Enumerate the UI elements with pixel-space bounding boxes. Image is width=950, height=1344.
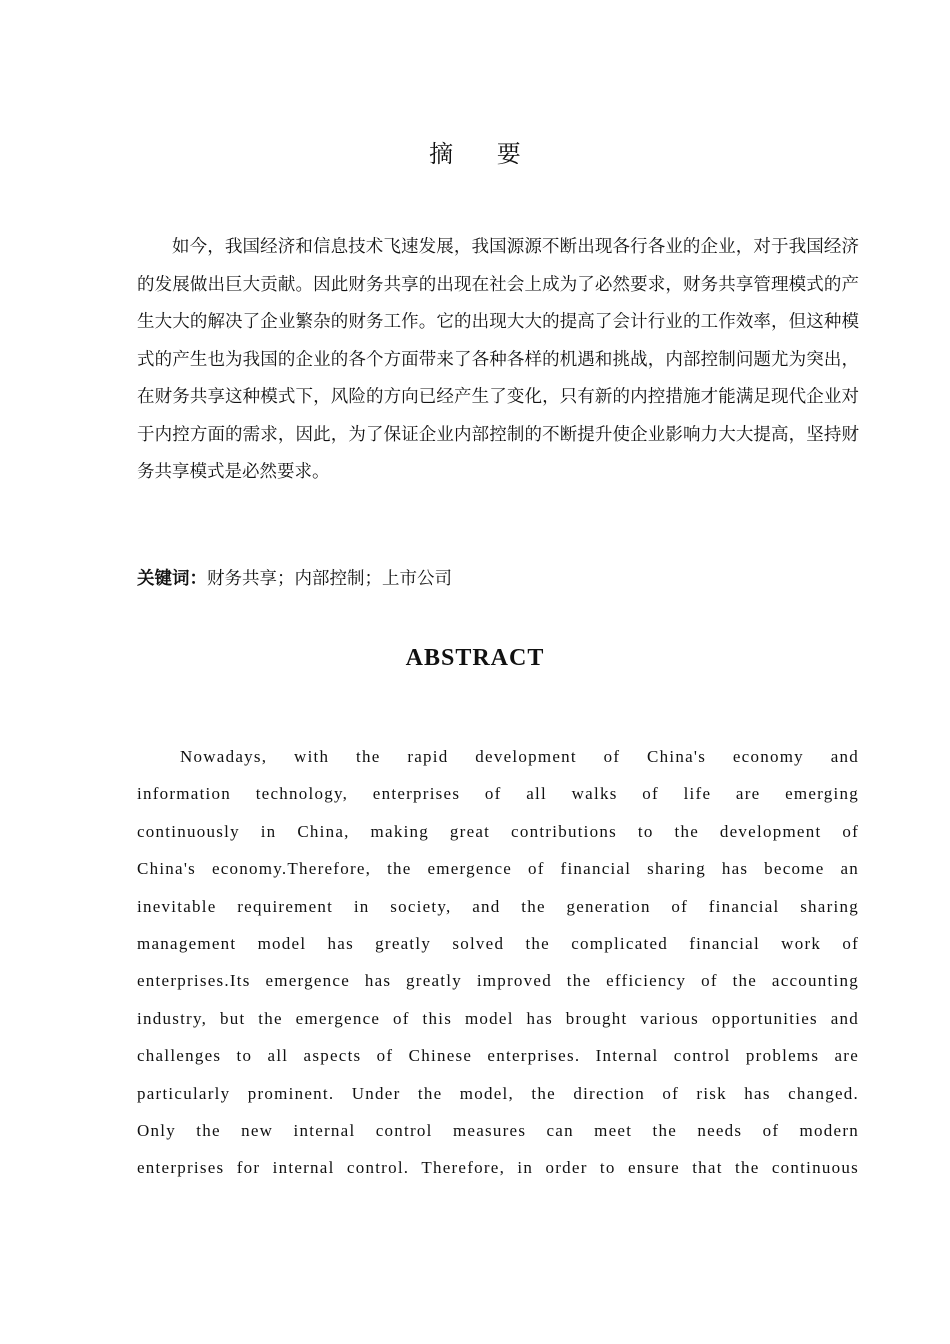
english-abstract-line: information technology, enterprises of all walks of life are emerging — [137, 784, 859, 804]
english-abstract-line: enterprises for internal control. Therefore, in order to ensure that the continuous — [137, 1158, 859, 1178]
english-abstract-line: inevitable requirement in society, and the generation of financial sharing — [137, 896, 859, 916]
keywords-label: 关键词： — [137, 569, 207, 589]
keywords-line — [137, 563, 452, 595]
keywords-value: 财务共享；内部控制；上市公司 — [207, 569, 452, 589]
english-abstract-line: continuously in China, making great contributions to the development of — [137, 821, 859, 841]
english-abstract-line: challenges to all aspects of Chinese enterprises. Internal control problems are — [137, 1046, 859, 1066]
english-abstract-line: Only the new internal control measures can meet the needs of modern — [137, 1121, 859, 1141]
english-abstract-line: China's economy.Therefore, the emergence of financial sharing has become an — [137, 859, 859, 879]
english-abstract-line: enterprises.Its emergence has greatly improved the efficiency of the accounting — [137, 971, 859, 991]
english-abstract-line: Nowadays, with the rapid development of China's economy and — [180, 747, 859, 766]
english-abstract-line: particularly prominent. Under the model, the direction of risk has changed. — [137, 1083, 859, 1103]
chinese-abstract-body: 如今，我国经济和信息技术飞速发展，我国源源不断出现各行各业的企业，对于我国经济的发展做出巨大贡献。因此财务共享的出现在社会上成为了必然要求，财务共享管理模式的产生大大的解决了企业繁杂的财务工作。它的出现大大的提高了会计行业的工作效率，但这种模式的产生也为我国的企业的各个方面带来了各种各样的机遇和挑战，内部控制问题尤为突出，在财务共享这种模式下，风险的方向已经产生了变化，只有新的内控措施才能满足现代企业对于内控方面的需求，因此，为了保证企业内部控制的不断提升使企业影响力大大提高，坚持财务共享模式是必然要求。 — [137, 237, 859, 482]
english-abstract-body — [137, 738, 859, 1187]
english-abstract-line: industry, but the emergence of this model has brought various opportunities and — [137, 1008, 859, 1028]
chinese-abstract-title: 摘 要 — [429, 140, 539, 168]
english-abstract-title: ABSTRACT — [405, 645, 545, 671]
english-abstract-line: management model has greatly solved the complicated financial work of — [137, 934, 859, 954]
